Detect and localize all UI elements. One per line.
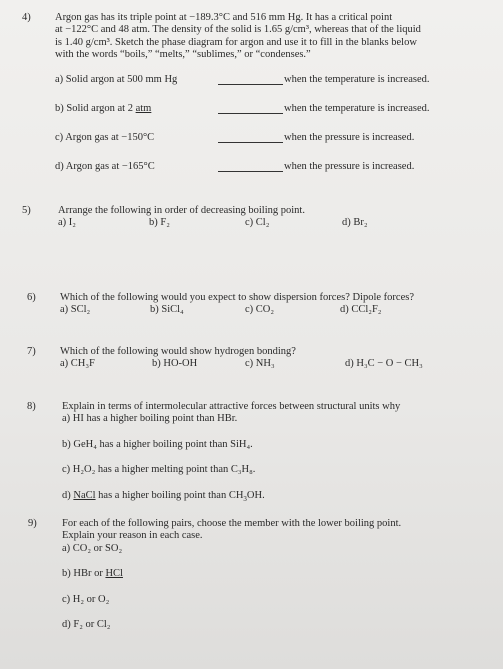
sub-item-b: b) HBr or HCl [62, 568, 123, 580]
question-4-body [55, 12, 497, 175]
question-number: 9) [28, 518, 37, 529]
question-prompt: For each of the following pairs, choose the member with the lower boiling point. [62, 518, 402, 529]
answer-blank[interactable] [218, 113, 283, 114]
question-number: 6) [27, 292, 36, 303]
item-tail: when the pressure is increased. [284, 131, 415, 143]
options-row [60, 358, 497, 371]
sub-item-d: d) F₂ or Cl₂ [62, 618, 111, 630]
sub-item-c: c) H₂ or O₂ [62, 593, 110, 605]
option-c: c) NH₃ [245, 358, 275, 370]
intro-line: is 1.40 g/cm³. Sketch the phase diagram for argon and use it to fill in the blanks below [55, 36, 417, 48]
intro-line: at −122°C and 48 atm. The density of the solid is 1.65 g/cm³, whereas that of the liquid [55, 24, 421, 36]
option-b: b) HO-OH [152, 358, 198, 370]
option-b: b) F₂ [149, 217, 170, 229]
answer-blank[interactable] [218, 171, 283, 172]
item-tail: when the temperature is increased. [284, 102, 430, 114]
question-prompt: Arrange the following in order of decreasing boiling point. [58, 205, 305, 216]
sub-item-c: c) H₂O₂ has a higher melting point than C₃H₈. [62, 464, 256, 476]
question-number: 4) [22, 12, 31, 23]
question-prompt: Which of the following would you expect to show dispersion forces? Dipole forces? [60, 292, 414, 303]
sub-item-b: b) GeH₄ has a higher boiling point than SiH₄. [62, 438, 253, 450]
item-label: c) Argon gas at −150°C [55, 131, 155, 143]
option-a: a) I₂ [58, 217, 76, 229]
question-7-body [60, 346, 497, 371]
question-prompt: Explain your reason in each case. [62, 530, 203, 542]
item-label: a) Solid argon at 500 mm Hg [55, 73, 178, 85]
sub-item-d: d) NaCl has a higher boiling point than $CH_3OH$. [62, 489, 265, 503]
question-5-body [58, 205, 497, 230]
item-tail: when the temperature is increased. [284, 73, 430, 85]
question-prompt: Explain in terms of intermolecular attractive forces between structural units why [62, 401, 401, 412]
blank-item-b [55, 103, 497, 117]
option-a: a) SCl₂ [60, 304, 91, 316]
options-row [60, 304, 497, 317]
sub-item-a: a) CO₂ or SO₂ [62, 542, 123, 554]
blank-item-d [55, 161, 497, 175]
intro-line: with the words “boils,” “melts,” “sublimes,” or “condenses.” [55, 49, 311, 61]
item-label: b) Solid argon at 2 atm [55, 102, 152, 114]
option-b: b) SiCl₄ [150, 304, 184, 316]
question-number: 8) [27, 401, 36, 412]
option-c: c) CO₂ [245, 304, 275, 316]
intro-line: Argon gas has its triple point at −189.3°C and 516 mm Hg. It has a critical point [55, 12, 393, 23]
question-8-body [62, 401, 497, 503]
question-number: 7) [27, 346, 36, 357]
question-number: 5) [22, 205, 31, 216]
blank-item-c [55, 132, 497, 146]
question-9-body [62, 518, 497, 631]
option-d: d) Br₂ [342, 217, 368, 229]
answer-blank[interactable] [218, 84, 283, 85]
option-d: d) H₃C − O − CH₃ [345, 358, 423, 370]
option-c: c) Cl₂ [245, 217, 270, 229]
item-tail: when the pressure is increased. [284, 160, 415, 172]
question-prompt: Which of the following would show hydrogen bonding? [60, 346, 296, 357]
answer-blank[interactable] [218, 142, 283, 143]
option-d: d) CCl₂F₂ [340, 304, 382, 316]
item-label: d) Argon gas at −165°C [55, 160, 155, 172]
blank-item-a [55, 74, 497, 88]
sub-item-a: a) HI has a higher boiling point than HBr. [62, 413, 238, 425]
question-6-body [60, 292, 497, 317]
option-a: a) CH₃F [60, 358, 95, 370]
options-row [58, 217, 497, 230]
